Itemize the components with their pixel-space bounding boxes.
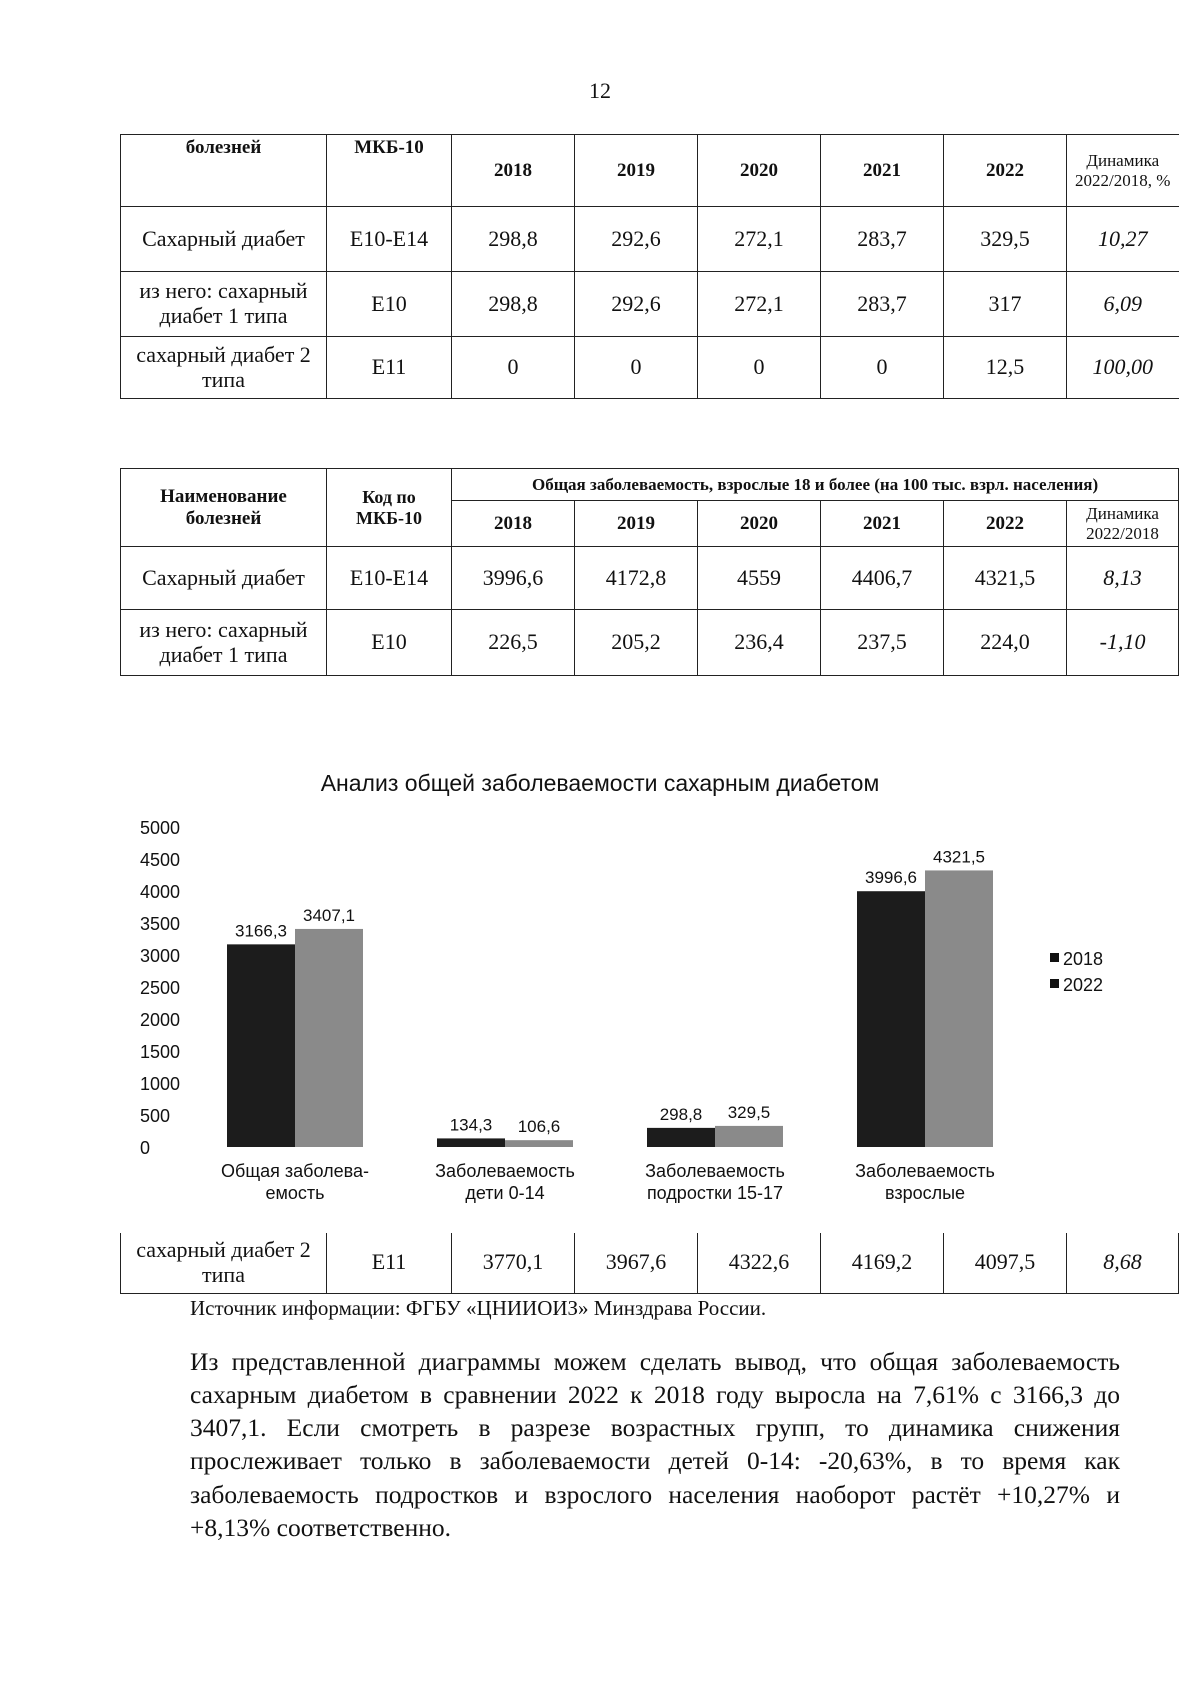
table-row: [121, 272, 1179, 337]
data-label: 298,8: [659, 1104, 703, 1124]
value-cell: 4169,2: [821, 1233, 944, 1293]
header-dynamics: Динамика 2022/2018: [1067, 501, 1179, 547]
table-row: [121, 610, 1179, 676]
header-name: Наименование болезней: [121, 469, 327, 547]
legend-swatch: [1050, 953, 1059, 962]
header-dynamics: Динамика 2022/2018, %: [1067, 135, 1179, 207]
header-year: 2021: [821, 135, 944, 207]
value-cell: 0: [698, 337, 821, 399]
value-cell: 226,5: [452, 610, 575, 676]
y-tick-label: 1000: [140, 1074, 181, 1094]
header-year: 2018: [452, 135, 575, 207]
header-year: 2018: [452, 501, 575, 547]
table-header-row: [121, 135, 1179, 207]
value-cell: 0: [575, 337, 698, 399]
disease-name: из него: сахарный диабет 1 типа: [121, 610, 327, 676]
header-year: 2022: [944, 135, 1067, 207]
value-cell: 3967,6: [575, 1233, 698, 1293]
dynamics-cell: 8,13: [1067, 547, 1179, 610]
value-cell: 4321,5: [944, 547, 1067, 610]
icd-code: Е10: [327, 610, 452, 676]
header-year: 2021: [821, 501, 944, 547]
header-year: 2019: [575, 501, 698, 547]
disease-name: сахарный диабет 2 типа: [121, 337, 327, 399]
value-cell: 236,4: [698, 610, 821, 676]
category-label: взрослые: [884, 1183, 966, 1203]
value-cell: 237,5: [821, 610, 944, 676]
table-row: [121, 547, 1179, 610]
icd-code: Е11: [327, 337, 452, 399]
dynamics-cell: 8,68: [1067, 1233, 1179, 1293]
y-tick-label: 0: [140, 1138, 151, 1158]
icd-code: Е11: [327, 1233, 452, 1293]
y-tick-label: 2500: [140, 978, 181, 998]
bar-2022: [925, 870, 993, 1147]
category-label: дети 0-14: [465, 1183, 545, 1203]
value-cell: 4322,6: [698, 1233, 821, 1293]
icd-code: Е10-Е14: [327, 547, 452, 610]
value-cell: 4172,8: [575, 547, 698, 610]
bar-2018: [647, 1128, 715, 1147]
value-cell: 292,6: [575, 272, 698, 337]
value-cell: 12,5: [944, 337, 1067, 399]
page-number: 12: [589, 78, 611, 103]
value-cell: 283,7: [821, 272, 944, 337]
value-cell: 272,1: [698, 207, 821, 272]
y-tick-label: 1500: [140, 1042, 181, 1062]
table-row: [121, 207, 1179, 272]
bar-chart: [110, 805, 1104, 1210]
value-cell: 3996,6: [452, 547, 575, 610]
header-year: 2020: [698, 501, 821, 547]
chart-title: Анализ общей заболеваемости сахарным диабетом: [320, 770, 880, 796]
table-header-row: [121, 469, 1179, 501]
data-label: 329,5: [727, 1102, 771, 1122]
bar-2022: [505, 1140, 573, 1147]
y-tick-label: 4000: [140, 882, 181, 902]
data-label: 3996,6: [865, 868, 917, 888]
value-cell: 224,0: [944, 610, 1067, 676]
header-icd: Код по МКБ-10: [327, 469, 452, 547]
legend-label: 2022: [1063, 975, 1104, 995]
data-label: 106,6: [517, 1117, 561, 1137]
header-group: Общая заболеваемость, взрослые 18 и более (на 100 тыс. взрл. населения): [452, 469, 1179, 501]
y-tick-label: 500: [140, 1106, 171, 1126]
category-label: Заболеваемость: [645, 1161, 785, 1181]
y-tick-label: 3000: [140, 946, 181, 966]
value-cell: 317: [944, 272, 1067, 337]
value-cell: 272,1: [698, 272, 821, 337]
header-year: 2019: [575, 135, 698, 207]
value-cell: 329,5: [944, 207, 1067, 272]
bar-2018: [227, 944, 295, 1147]
category-label: Заболеваемость: [435, 1161, 575, 1181]
bar-2022: [715, 1126, 783, 1147]
source-note: Источник информации: ФГБУ «ЦНИИОИЗ» Минздрава России.: [190, 1296, 767, 1320]
value-cell: 4097,5: [944, 1233, 1067, 1293]
bar-2018: [857, 891, 925, 1147]
legend-swatch: [1050, 979, 1059, 988]
data-label: 3407,1: [303, 905, 355, 925]
legend-label: 2018: [1063, 949, 1104, 969]
dynamics-cell: 100,00: [1067, 337, 1179, 399]
category-label: Заболеваемость: [855, 1161, 995, 1181]
icd-code: Е10-Е14: [327, 207, 452, 272]
value-cell: 0: [821, 337, 944, 399]
value-cell: 0: [452, 337, 575, 399]
conclusion-paragraph: Из представленной диаграммы можем сделать вывод, что общая заболеваемость сахарным диабетом в сравнении 2022 к 2018 году выросла на 7,61% с 3166,3 до 3407,1. Если смотреть в разрезе возрастных групп, то динамика снижения прослеживает только в заболеваемости детей 0-14: -20,63%, в то время как заболеваемость подростков и взрослого населения наоборот растёт +10,27% и +8,13% соответственно.: [190, 1347, 1120, 1542]
bar-2018: [437, 1138, 505, 1147]
icd-code: Е10: [327, 272, 452, 337]
value-cell: 3770,1: [452, 1233, 575, 1293]
table-row: [121, 337, 1179, 399]
y-tick-label: 2000: [140, 1010, 181, 1030]
table-adult-incidence: [120, 468, 1179, 676]
category-label: подростки 15-17: [646, 1183, 784, 1203]
dynamics-cell: 6,09: [1067, 272, 1179, 337]
disease-name: из него: сахарный диабет 1 типа: [121, 272, 327, 337]
header-icd: МКБ-10: [327, 135, 452, 207]
data-label: 134,3: [449, 1115, 493, 1135]
table-type2-row: [120, 1233, 1179, 1294]
header-year: 2020: [698, 135, 821, 207]
y-tick-label: 3500: [140, 914, 181, 934]
disease-name: Сахарный диабет: [121, 207, 327, 272]
header-year: 2022: [944, 501, 1067, 547]
header-diseases: болезней: [121, 135, 327, 207]
category-label: емость: [265, 1183, 325, 1203]
data-label: 3166,3: [235, 921, 287, 941]
value-cell: 4406,7: [821, 547, 944, 610]
value-cell: 283,7: [821, 207, 944, 272]
category-label: Общая заболева-: [221, 1161, 369, 1181]
dynamics-cell: 10,27: [1067, 207, 1179, 272]
bar-2022: [295, 929, 363, 1147]
dynamics-cell: -1,10: [1067, 610, 1179, 676]
table-row: [121, 1233, 1179, 1293]
y-tick-label: 4500: [140, 850, 181, 870]
data-label: 4321,5: [933, 847, 985, 867]
value-cell: 205,2: [575, 610, 698, 676]
table-children-incidence: [120, 134, 1179, 399]
disease-name: Сахарный диабет: [121, 547, 327, 610]
disease-name: сахарный диабет 2 типа: [121, 1233, 327, 1293]
value-cell: 298,8: [452, 207, 575, 272]
value-cell: 292,6: [575, 207, 698, 272]
y-tick-label: 5000: [140, 818, 181, 838]
value-cell: 4559: [698, 547, 821, 610]
value-cell: 298,8: [452, 272, 575, 337]
